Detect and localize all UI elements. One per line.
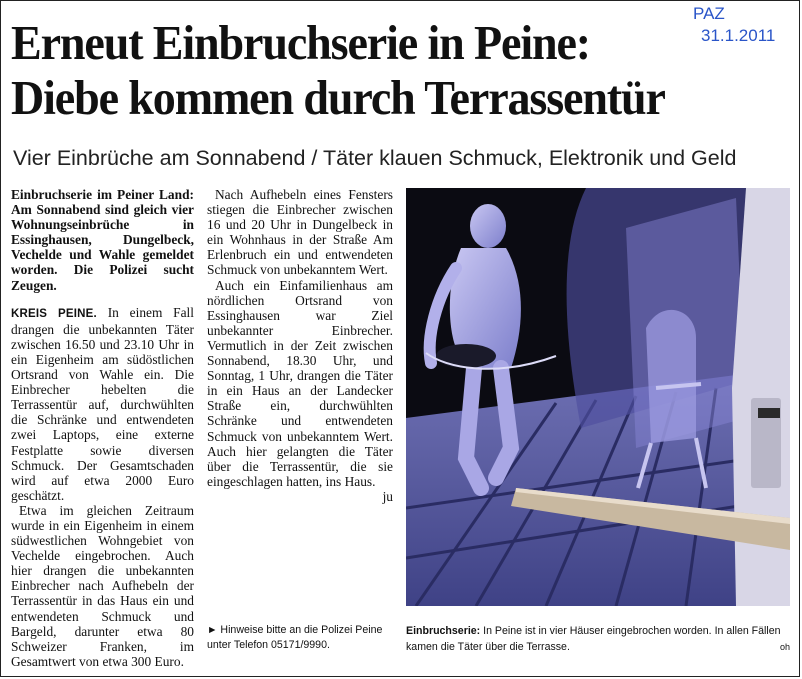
caption-label: Einbruchserie: [406,625,481,637]
article-column-1 [11,187,194,669]
source-stamp [693,3,793,47]
headline [11,15,665,125]
headline-line-2: Diebe kommen durch Terrassentür [11,70,665,125]
article-paragraph-4 [207,277,393,504]
paragraph-4-text: Auch ein Einfamilienhaus am nördlichen Ortsrand von Essinghausen war Ziel unbekannter Einbrecher. Vermutlich in der Zeit zwischen Sonnabend, 18.30 Uhr, und Sonntag, 1 Uhr, drangen die Täter in ein Haus an der Landecker Straße ein, durchwühlten Schränke und entwendeten Schmuck von unbekanntem Wert. Auch hier gelangten die Täter über die Terrassentür, die sie eingeschlagen hatten, ins Haus. [207,277,393,489]
article-paragraph-1 [11,305,194,503]
photo-credit: oh [779,642,790,652]
dateline: KREIS PEINE. [11,307,97,320]
burglar-illustration [406,188,790,606]
article-paragraph-2: Etwa im gleichen Zeitraum wurde in ein Eigenheim in einem südwestlichen Wohngebiet von Vechelde eingebrochen. Auch hier drangen die unbekannten Einbrecher nach Aufhebeln der Terrassentür in das Haus ein und entwendeten Schmuck und Bargeld, darunter etwa 80 Schweizer Franken, im Gesamtwert von etwa 300 Euro. [11,502,194,669]
article-paragraph-3: Nach Aufhebeln eines Fensters stiegen die Einbrecher zwischen 16 und 20 Uhr in Dungelbeck in ein Wohnhaus in der Straße Am Erlenbruch ein und entwendeten Schmuck von unbekanntem Wert. [207,187,393,278]
article-lead: Einbruchserie im Peiner Land: Am Sonnabend sind gleich vier Wohnungseinbrüche in Essinghausen, Dungelbeck, Vechelde und Wahle gemeldet worden. Die Polizei sucht Zeugen. [11,187,194,293]
headline-line-1: Erneut Einbruchserie in Peine: [11,15,591,70]
author-initials: ju [382,488,393,504]
source-name: PAZ [693,4,725,23]
subheadline: Vier Einbrüche am Sonnabend / Täter klauen Schmuck, Elektronik und Geld [13,146,737,170]
caption-text: In Peine ist in vier Häuser eingebrochen worden. In allen Fällen kamen die Täter über die Terrasse. [406,625,781,653]
publication-date: 31.1.2011 [701,26,776,45]
paragraph-1-text: In einem Fall drangen die unbekannten Täter zwischen 16.50 und 23.10 Uhr in ein Eigenheim am südöstlichen Ortsrand von Wahle ein. Die Einbrecher hebelten die Terrassentür auf, durchwühlten die Schränke und entwendeten zwei Laptops, eine externe Festplatte sowie diversen Schmuck. Der Gesamtschaden wird auf etwa 2000 Euro geschätzt. [11,304,194,503]
photo-caption [406,623,790,655]
news-photo [406,188,790,606]
police-hint: ► Hinweise bitte an die Polizei Peine unter Telefon 05171/9990. [207,624,383,651]
article-column-2 [207,187,393,504]
